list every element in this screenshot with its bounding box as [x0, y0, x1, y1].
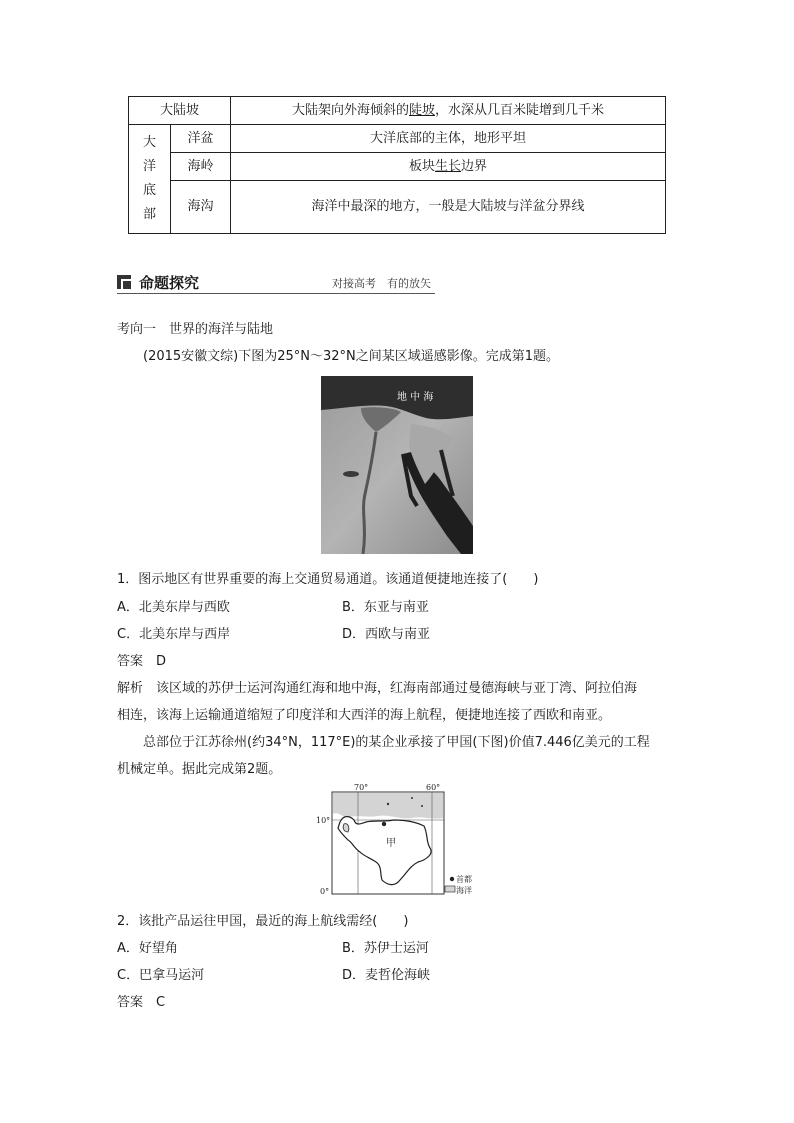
- q1-analysis-line1: 解析 该区域的苏伊士运河沟通红海和地中海，红海南部通过曼德海峡与亚丁湾、阿拉伯海: [117, 681, 638, 696]
- intro-text-1: (2015安徽文综)下图为25°N～32°N之间某区域遥感影像。完成第1题。: [143, 349, 560, 364]
- group-char: 洋: [142, 159, 156, 174]
- intro-text-2-line2: 机械定单。据此完成第2题。: [117, 762, 282, 777]
- map-lat-label: 0°: [320, 887, 330, 896]
- desc-part: ，水深从几百米陡增到几千米: [435, 102, 605, 118]
- satellite-label: 地 中 海: [397, 392, 434, 403]
- group-char: 部: [142, 207, 156, 222]
- section-square-icon: [117, 275, 131, 289]
- map-lon-label: 70°: [354, 784, 369, 792]
- map-lon-label: 60°: [426, 784, 441, 792]
- desc-underlined: 陡坡: [409, 102, 436, 118]
- desc-part: 板块: [408, 158, 435, 174]
- legend-capital: 首都: [456, 875, 472, 884]
- legend-ocean: 海洋: [456, 886, 472, 895]
- table-cell-desc: 海洋中最深的地方，一般是大陆坡与洋盆分界线: [231, 181, 666, 234]
- venezuela-map: [314, 784, 478, 897]
- q1-option-b: B．东亚与南亚: [342, 600, 429, 615]
- q1-option-d: D．西欧与南亚: [342, 627, 431, 642]
- ocean-legend-icon: [445, 886, 455, 892]
- desc-part: 大陆架向外海倾斜的: [291, 102, 409, 118]
- terrain-table: [128, 96, 666, 234]
- table-row: [129, 153, 666, 181]
- q1-option-a: A．北美东岸与西欧: [117, 600, 230, 615]
- section-header: [117, 270, 435, 296]
- q2-answer: 答案 C: [117, 995, 166, 1010]
- table-cell-desc: [231, 97, 666, 125]
- satellite-image: [321, 376, 473, 554]
- q2-option-b: B．苏伊士运河: [342, 941, 429, 956]
- intro-text-2-line1: 总部位于江苏徐州(约34°N，117°E)的某企业承接了甲国(下图)价值7.446亿美元的工程: [143, 735, 650, 750]
- q1-answer: 答案 D: [117, 654, 167, 669]
- section-title: 命题探究: [139, 274, 200, 292]
- map-country-label: 甲: [386, 838, 396, 849]
- group-char: 底: [142, 183, 156, 198]
- desc-underlined: 生长: [435, 158, 462, 174]
- group-label-cell: [129, 125, 171, 234]
- capital-legend-icon: [450, 877, 454, 881]
- q2-stem: 2．该批产品运往甲国，最近的海上航线需经( ): [117, 914, 409, 929]
- table-cell-desc: [231, 153, 666, 181]
- table-row: [129, 181, 666, 234]
- table-row: [129, 97, 666, 125]
- group-char: 大: [142, 135, 156, 150]
- table-cell-label: 大陆坡: [129, 97, 231, 125]
- table-row: [129, 125, 666, 153]
- table-cell-label: 海沟: [171, 181, 231, 234]
- q1-analysis-line2: 相连，该海上运输通道缩短了印度洋和大西洋的海上航程，便捷地连接了西欧和南亚。: [117, 708, 612, 723]
- section-tag: 对接高考 有的放矢: [332, 277, 431, 290]
- q1-option-c: C．北美东岸与西岸: [117, 627, 231, 642]
- q2-option-d: D．麦哲伦海峡: [342, 968, 431, 983]
- table-cell-label: 洋盆: [171, 125, 231, 153]
- topic-heading: 考向一 世界的海洋与陆地: [117, 322, 274, 337]
- map-lat-label: 10°: [316, 816, 331, 825]
- table-cell-desc: 大洋底部的主体，地形平坦: [231, 125, 666, 153]
- section-divider: [117, 293, 435, 294]
- q1-stem: 1．图示地区有世界重要的海上交通贸易通道。该通道便捷地连接了( ): [117, 572, 539, 587]
- q2-option-a: A．好望角: [117, 941, 178, 956]
- desc-part: 边界: [461, 158, 488, 174]
- table-cell-label: 海岭: [171, 153, 231, 181]
- q2-option-c: C．巴拿马运河: [117, 968, 205, 983]
